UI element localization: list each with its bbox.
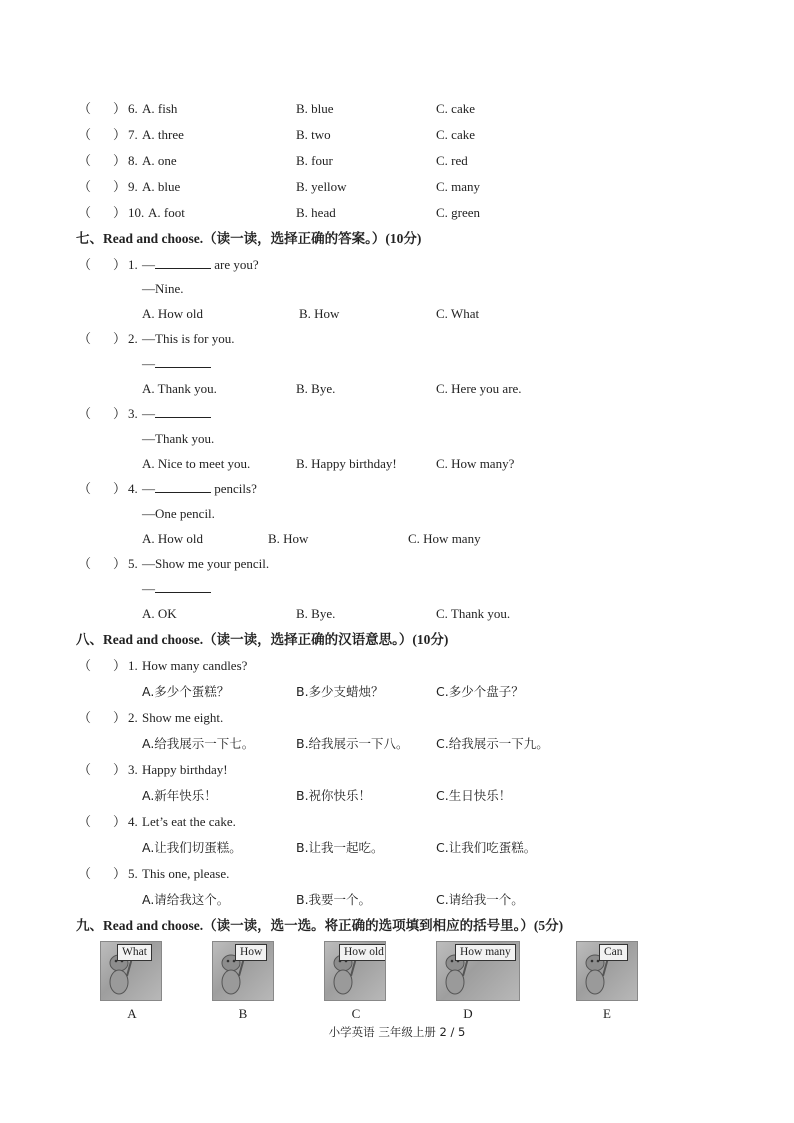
option-b: B. How bbox=[299, 306, 340, 321]
question-number: 5. bbox=[128, 866, 138, 881]
question-row: （ ） 4. — pencils? bbox=[78, 481, 257, 496]
answer-line: — bbox=[142, 580, 211, 598]
picture-letter: C bbox=[351, 1006, 361, 1021]
question-text: Let’s eat the cake. bbox=[142, 814, 236, 829]
question-text: How many candles? bbox=[142, 658, 248, 673]
question-text: — bbox=[142, 405, 211, 423]
speech-label: How many bbox=[455, 944, 516, 961]
option-a: A. three bbox=[142, 127, 184, 142]
option-a: A.让我们切蛋糕。 bbox=[142, 840, 242, 855]
question-number: 3. bbox=[128, 406, 138, 421]
picture-letter: E bbox=[603, 1006, 611, 1021]
option-b: B. Bye. bbox=[296, 606, 336, 621]
option-b: B.我要一个。 bbox=[296, 892, 372, 907]
question-row: （ ） 1. How many candles? bbox=[78, 658, 248, 673]
option-a: A. blue bbox=[142, 179, 181, 194]
answer-blank[interactable] bbox=[155, 355, 211, 368]
option-b: B.让我一起吃。 bbox=[296, 840, 384, 855]
question-number: 2. bbox=[128, 710, 138, 725]
options-row bbox=[0, 787, 794, 805]
question-text: — are you? bbox=[142, 257, 259, 272]
option-a: A. fish bbox=[142, 101, 178, 116]
options-row bbox=[0, 891, 794, 909]
option-b: B. Bye. bbox=[296, 381, 336, 396]
question-row: （ ） 2. Show me eight. bbox=[78, 710, 224, 725]
option-c: C. red bbox=[436, 153, 468, 168]
option-b: B.给我展示一下八。 bbox=[296, 736, 409, 751]
picture-card-b bbox=[212, 941, 274, 1001]
option-a: A.请给我这个。 bbox=[142, 892, 230, 907]
option-a: A. Thank you. bbox=[142, 381, 217, 396]
option-c: C.让我们吃蛋糕。 bbox=[436, 840, 537, 855]
picture-letter: D bbox=[463, 1006, 473, 1021]
picture-card-c bbox=[324, 941, 386, 1001]
question-row: （ ） 10. A. foot B. head C. green bbox=[78, 205, 481, 220]
option-b: B. blue bbox=[296, 101, 334, 116]
option-c: C. What bbox=[436, 306, 480, 321]
option-b: B. four bbox=[296, 153, 333, 168]
question-row: （ ） 5. This one, please. bbox=[78, 866, 230, 881]
speech-label: How bbox=[235, 944, 267, 961]
question-number: 9. bbox=[128, 179, 138, 194]
option-a: A.新年快乐！ bbox=[142, 788, 217, 803]
question-number: 4. bbox=[128, 481, 138, 496]
answer-blank[interactable] bbox=[155, 480, 211, 493]
question-row: （ ） 7. A. three B. two C. cake bbox=[78, 127, 475, 142]
option-a: A. How old bbox=[142, 531, 204, 546]
answer-line: — bbox=[142, 355, 211, 373]
options-row bbox=[0, 683, 794, 701]
question-text: —This is for you. bbox=[142, 331, 235, 346]
question-row: （ ） 3. — bbox=[0, 405, 794, 423]
question-text: Happy birthday! bbox=[142, 762, 228, 777]
question-row: （ ） 2. —This is for you. bbox=[78, 331, 235, 346]
answer-line: —One pencil. bbox=[142, 506, 215, 521]
question-row: （ ） 5. —Show me your pencil. bbox=[78, 556, 270, 571]
option-b: B. yellow bbox=[296, 179, 347, 194]
answer-blank[interactable] bbox=[155, 405, 211, 418]
speech-label: How old bbox=[339, 944, 386, 961]
page-footer: 小学英语 三年级上册 2 / 5 bbox=[328, 1025, 466, 1039]
question-number: 4. bbox=[128, 814, 138, 829]
option-c: C.请给我一个。 bbox=[436, 892, 524, 907]
question-text: —Show me your pencil. bbox=[142, 556, 270, 571]
option-a: A.给我展示一下七。 bbox=[142, 736, 255, 751]
section-heading-part8: 八、Read and choose.（读一读，选择正确的汉语意思。）(10分) bbox=[76, 632, 449, 647]
answer-blank[interactable] bbox=[155, 256, 211, 269]
option-c: C. cake bbox=[436, 127, 475, 142]
question-row: （ ） 1. — are you? bbox=[78, 257, 259, 272]
speech-label: What bbox=[117, 944, 152, 961]
option-c: C. How many bbox=[408, 531, 481, 546]
question-number: 1. bbox=[128, 658, 138, 673]
section-heading-part9: 九、Read and choose.（读一读，选一选。将正确的选项填到相应的括号里。）(5分) bbox=[76, 918, 564, 933]
question-row: （ ） 3. Happy birthday! bbox=[78, 762, 228, 777]
option-c: C. Thank you. bbox=[436, 606, 511, 621]
answer-line: —Thank you. bbox=[142, 431, 215, 446]
option-b: B. How bbox=[268, 531, 309, 546]
option-c: C.生日快乐！ bbox=[436, 788, 512, 803]
option-a: A. How old bbox=[142, 306, 204, 321]
question-text: Show me eight. bbox=[142, 710, 224, 725]
question-text: This one, please. bbox=[142, 866, 230, 881]
picture-letter: B bbox=[238, 1006, 248, 1021]
option-c: C. cake bbox=[436, 101, 475, 116]
question-number: 3. bbox=[128, 762, 138, 777]
option-b: B. two bbox=[296, 127, 331, 142]
option-c: C.给我展示一下九。 bbox=[436, 736, 549, 751]
picture-card-d bbox=[436, 941, 520, 1001]
question-row: （ ） 8. A. one B. four C. red bbox=[78, 153, 468, 168]
question-number: 1. bbox=[128, 257, 138, 272]
option-c: C. green bbox=[436, 205, 481, 220]
question-number: 7. bbox=[128, 127, 138, 142]
question-number: 2. bbox=[128, 331, 138, 346]
option-c: C. many bbox=[436, 179, 481, 194]
speech-label: Can bbox=[599, 944, 628, 961]
question-row: （ ） 6. A. fish B. blue C. cake bbox=[78, 101, 475, 116]
section-heading-part7: 七、Read and choose.（读一读，选择正确的答案。）(10分) bbox=[76, 231, 422, 246]
option-a: A.多少个蛋糕？ bbox=[142, 684, 230, 699]
options-row bbox=[0, 530, 794, 548]
question-row: （ ） 9. A. blue B. yellow C. many bbox=[78, 179, 481, 194]
question-number: 5. bbox=[128, 556, 138, 571]
question-text: — pencils? bbox=[142, 481, 257, 496]
options-row bbox=[0, 455, 794, 473]
answer-blank[interactable] bbox=[155, 580, 211, 593]
question-row: （ ） 4. Let’s eat the cake. bbox=[78, 814, 236, 829]
option-a: A. one bbox=[142, 153, 177, 168]
options-row bbox=[0, 605, 794, 623]
option-b: B. head bbox=[296, 205, 336, 220]
option-c: C. Here you are. bbox=[436, 381, 522, 396]
picture-letter: A bbox=[127, 1006, 137, 1021]
option-b: B. Happy birthday! bbox=[296, 456, 397, 471]
options-row bbox=[0, 839, 794, 857]
option-a: A. Nice to meet you. bbox=[142, 456, 251, 471]
question-number: 6. bbox=[128, 101, 138, 116]
option-c: C.多少个盘子？ bbox=[436, 684, 524, 699]
answer-line: —Nine. bbox=[142, 281, 184, 296]
question-number: 10. bbox=[128, 205, 145, 220]
option-a: A. foot bbox=[148, 205, 185, 220]
options-row bbox=[0, 380, 794, 398]
option-b: B.多少支蜡烛？ bbox=[296, 684, 384, 699]
question-number: 8. bbox=[128, 153, 138, 168]
picture-card-e bbox=[576, 941, 638, 1001]
option-c: C. How many? bbox=[436, 456, 515, 471]
option-b: B.祝你快乐！ bbox=[296, 788, 372, 803]
option-a: A. OK bbox=[142, 606, 177, 621]
options-row bbox=[0, 735, 794, 753]
options-row bbox=[0, 305, 794, 323]
picture-card-a bbox=[100, 941, 162, 1001]
